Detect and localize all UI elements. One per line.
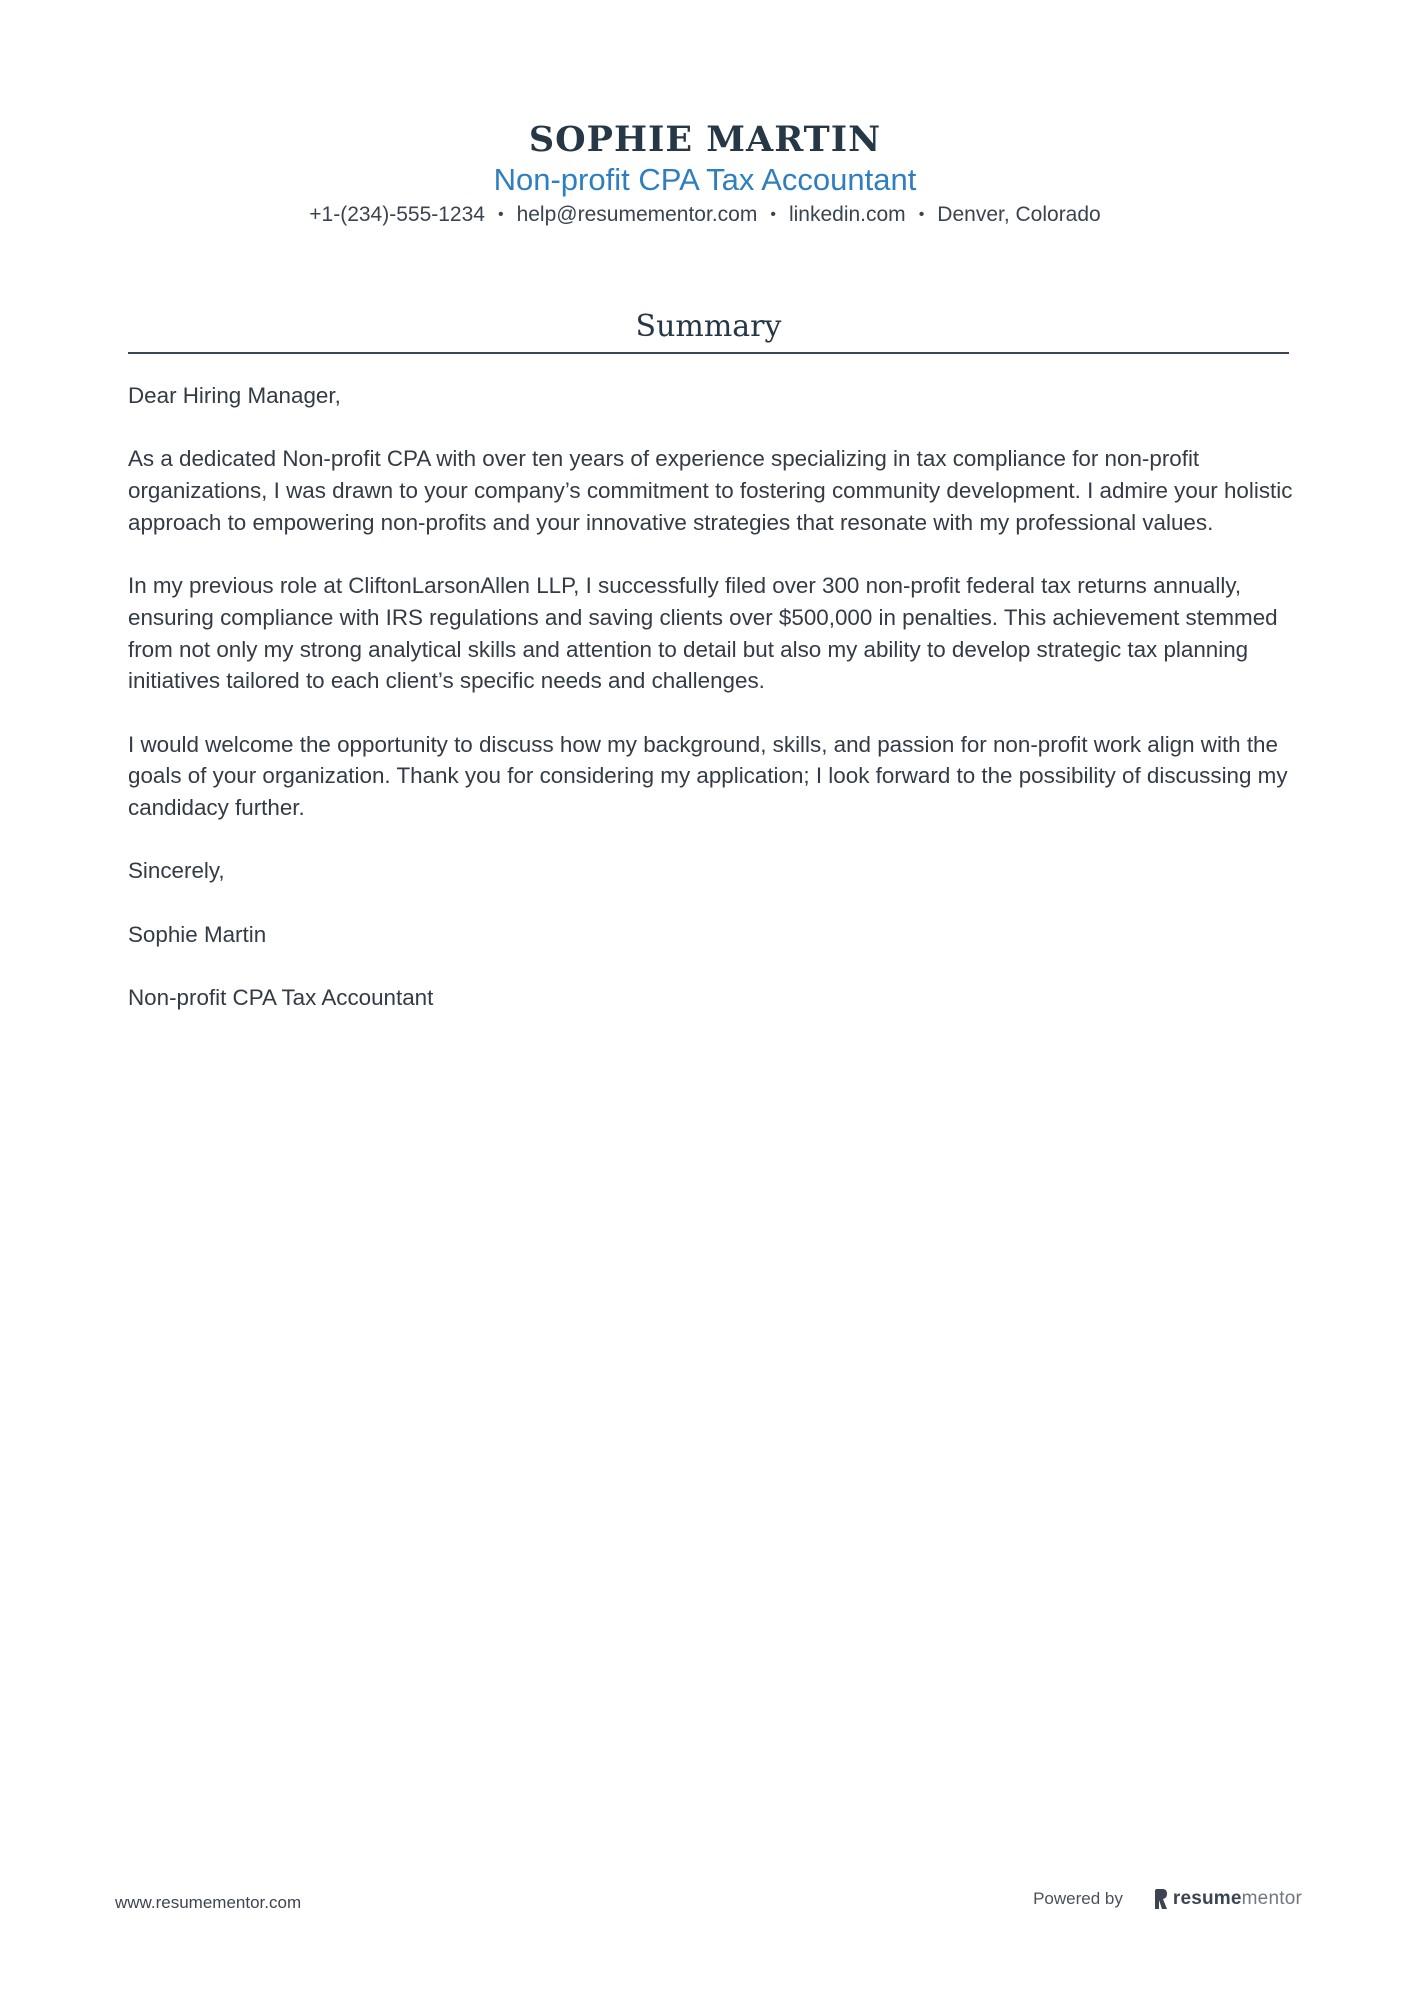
signature-title: Non-profit CPA Tax Accountant: [128, 985, 434, 1011]
paragraph-closing: I would welcome the opportunity to discuss how my background, skills, and passion for non-profit work align with the goals of your organization. Thank you for considering my application; I look forward to the possibility of discussing my candidacy further.: [128, 731, 1288, 821]
linkedin-link[interactable]: linkedin.com: [788, 203, 906, 226]
location: Denver, Colorado: [937, 203, 1101, 226]
separator-dot: •: [770, 206, 776, 223]
email-link[interactable]: help@resumementor.com: [516, 203, 758, 226]
closing: Sincerely,: [128, 858, 225, 884]
footer-branding: [1033, 1888, 1302, 1910]
paragraph-intro: As a dedicated Non-profit CPA with over ten years of experience specializing in tax compliance for non-profit organizations, I was drawn to your company’s commitment to fostering community development. I admire your holistic approach to empowering non-profits and your innovative strategies that resonate with my professional values.: [128, 446, 1293, 535]
separator-dot: •: [918, 206, 925, 223]
resumementor-logo-icon: [1153, 1888, 1168, 1910]
contact-line: [0, 202, 1410, 228]
header: [0, 118, 1410, 228]
resumementor-logo-text: resumementor: [1172, 1888, 1302, 1909]
separator-dot: •: [497, 206, 504, 223]
section-divider: [128, 352, 1289, 354]
signature-name: Sophie Martin: [128, 921, 267, 947]
section-title: Summary: [635, 309, 782, 344]
powered-by-label: Powered by: [1033, 1889, 1123, 1908]
phone-number: +1-(234)-555-1234: [309, 203, 485, 226]
footer-website-link[interactable]: www.resumementor.com: [115, 1893, 302, 1912]
job-title: Non-profit CPA Tax Accountant: [493, 162, 917, 197]
letter-body: [128, 380, 1298, 1046]
candidate-name: SOPHIE MARTIN: [528, 119, 882, 160]
greeting: Dear Hiring Manager,: [128, 383, 341, 408]
paragraph-experience: In my previous role at CliftonLarsonAllen LLP, I successfully filed over 300 non-profit federal tax returns annually, ensuring compliance with IRS regulations and saving clients over $500,000 in penalties. This achievement stemmed from not only my strong analytical skills and attention to detail but also my ability to develop strategic tax planning initiatives tailored to each client’s specific needs and challenges.: [128, 573, 1278, 694]
